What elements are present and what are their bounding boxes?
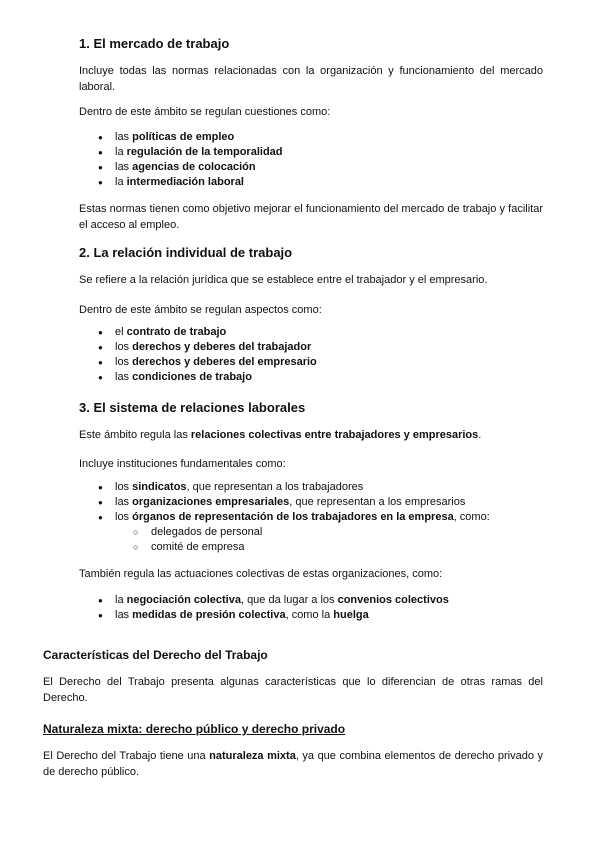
bullet-icon: ● xyxy=(98,133,103,142)
list-item: ● las agencias de colocación xyxy=(98,161,256,173)
bullet-icon: ● xyxy=(98,596,103,605)
bullet-icon: ● xyxy=(98,178,103,187)
list-item: ● las medidas de presión colectiva, como la huelga xyxy=(98,609,369,621)
bullet-icon: ● xyxy=(98,163,103,172)
circle-bullet-icon: ○ xyxy=(133,542,139,552)
section-2-lead: Dentro de este ámbito se regulan aspectos como: xyxy=(79,304,322,316)
list-item: ● los sindicatos, que representan a los trabajadores xyxy=(98,481,364,493)
section-1-lead: Dentro de este ámbito se regulan cuestiones como: xyxy=(79,106,331,118)
list-item: ● los órganos de representación de los trabajadores en la empresa, como: xyxy=(98,511,490,523)
section-2-intro: Se refiere a la relación jurídica que se establece entre el trabajador y el empresario. xyxy=(79,274,488,286)
list-item: ● la regulación de la temporalidad xyxy=(98,146,283,158)
bullet-icon: ● xyxy=(98,498,103,507)
section-2-heading: 2. La relación individual de trabajo xyxy=(79,245,293,260)
characteristics-intro: El Derecho del Trabajo presenta algunas características que lo diferencian de otras ramas del Derecho. xyxy=(43,676,543,704)
section-3-intro: Este ámbito regula las relaciones colectivas entre trabajadores y empresarios. xyxy=(79,429,482,441)
section-1-list xyxy=(98,130,283,190)
section-2-list xyxy=(98,325,317,385)
section-1-closing: Estas normas tienen como objetivo mejorar el funcionamiento del mercado de trabajo y facilitar el acceso al empleo. xyxy=(79,203,543,231)
bullet-icon: ● xyxy=(98,358,103,367)
list-item: ● las condiciones de trabajo xyxy=(98,371,252,383)
section-3-lead-2: También regula las actuaciones colectivas de estas organizaciones, como: xyxy=(79,568,443,580)
sub-list-item: ○ comité de empresa xyxy=(133,541,245,553)
bullet-icon: ● xyxy=(98,513,103,522)
section-3-list-2 xyxy=(98,593,449,623)
section-3-sublist xyxy=(133,525,263,555)
list-item: ● el contrato de trabajo xyxy=(98,326,227,338)
characteristics-paragraph: El Derecho del Trabajo tiene una naturaleza mixta, ya que combina elementos de derecho privado y de derecho público. xyxy=(43,750,544,778)
list-item: ● las políticas de empleo xyxy=(98,131,235,143)
bullet-icon: ● xyxy=(98,148,103,157)
list-item: ● los derechos y deberes del empresario xyxy=(98,356,317,368)
bullet-icon: ● xyxy=(98,343,103,352)
bullet-icon: ● xyxy=(98,483,103,492)
section-3-list xyxy=(98,480,490,525)
bullet-icon: ● xyxy=(98,373,103,382)
list-item: ● las organizaciones empresariales, que representan a los empresarios xyxy=(98,496,466,508)
section-3-heading: 3. El sistema de relaciones laborales xyxy=(79,400,306,415)
list-item: ● la negociación colectiva, que da lugar a los convenios colectivos xyxy=(98,594,449,606)
bullet-icon: ● xyxy=(98,328,103,337)
section-1-intro: Incluye todas las normas relacionadas con la organización y funcionamiento del mercado laboral. xyxy=(79,65,543,93)
characteristics-heading: Características del Derecho del Trabajo xyxy=(43,648,268,662)
section-3-lead: Incluye instituciones fundamentales como: xyxy=(79,458,286,470)
bullet-icon: ● xyxy=(98,611,103,620)
sub-list-item: ○ delegados de personal xyxy=(133,526,263,538)
section-1-heading: 1. El mercado de trabajo xyxy=(79,36,230,51)
circle-bullet-icon: ○ xyxy=(133,527,139,537)
list-item: ● los derechos y deberes del trabajador xyxy=(98,341,312,353)
list-item: ● la intermediación laboral xyxy=(98,176,244,188)
characteristics-subheading: Naturaleza mixta: derecho público y derecho privado xyxy=(43,722,346,736)
